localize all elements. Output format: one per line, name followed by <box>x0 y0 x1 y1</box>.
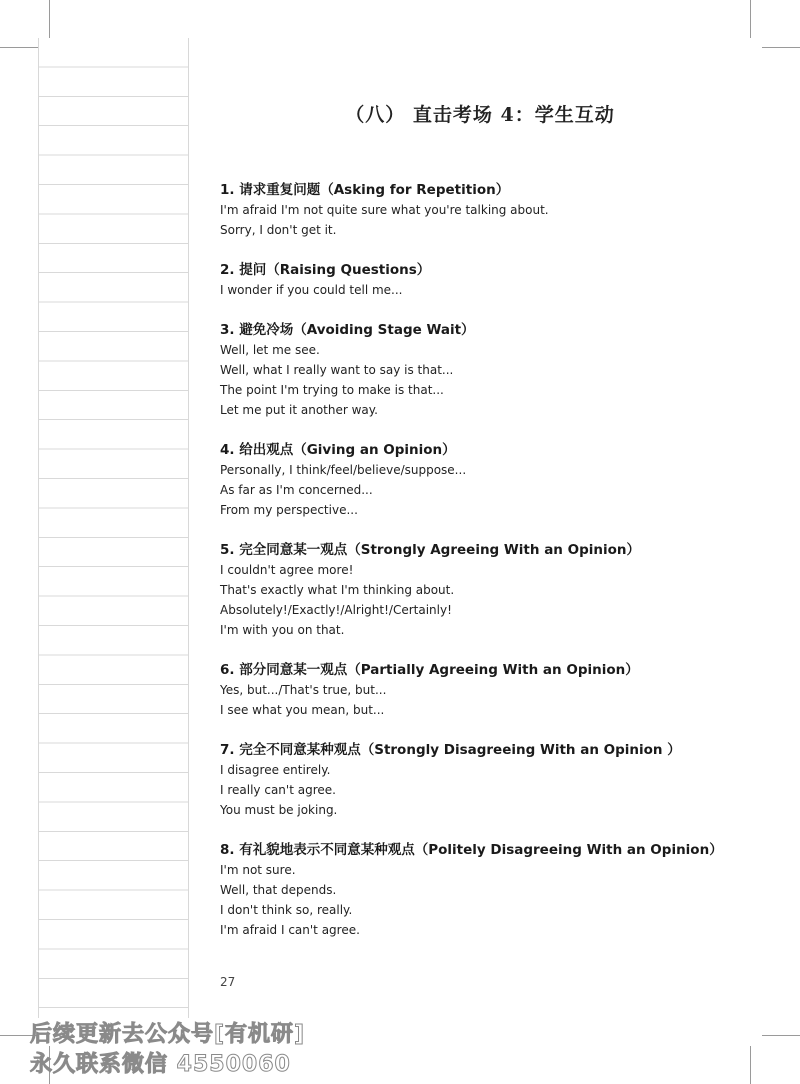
section-heading: 5. 完全同意某一观点（Strongly Agreeing With an Opinion） <box>220 542 641 558</box>
section-heading: 4. 给出观点（Giving an Opinion） <box>220 442 456 458</box>
phrase-line: I'm with you on that. <box>220 623 345 637</box>
phrase-line: From my perspective... <box>220 503 358 517</box>
crop-mark-bottom-right-horizontal <box>762 1035 800 1036</box>
phrase-line: Well, what I really want to say is that... <box>220 363 454 377</box>
phrase-line: Yes, but.../That's true, but... <box>220 683 387 697</box>
phrase-line: I really can't agree. <box>220 783 336 797</box>
phrase-line: I don't think so, really. <box>220 903 353 917</box>
phrase-section <box>220 740 780 820</box>
phrase-line: Sorry, I don't get it. <box>220 223 337 237</box>
page-number: 27 <box>220 975 236 989</box>
phrase-list <box>220 180 780 960</box>
ruled-notes-strip <box>38 38 189 1018</box>
crop-mark-top-left-vertical <box>49 0 50 38</box>
phrase-line: You must be joking. <box>220 803 338 817</box>
section-heading: 2. 提问（Raising Questions） <box>220 262 431 278</box>
watermark-line-1: 后续更新去公众号[有机研] <box>30 1022 306 1047</box>
phrase-line: Let me put it another way. <box>220 403 378 417</box>
phrase-line: I wonder if you could tell me... <box>220 283 403 297</box>
phrase-line: Well, that depends. <box>220 883 337 897</box>
section-heading: 8. 有礼貌地表示不同意某种观点（Politely Disagreeing With an Opinion） <box>220 842 723 858</box>
phrase-section <box>220 180 780 240</box>
crop-mark-bottom-right-vertical <box>750 1046 751 1084</box>
section-heading: 7. 完全不同意某种观点（Strongly Disagreeing With an Opinion ） <box>220 742 681 758</box>
phrase-section <box>220 320 780 420</box>
phrase-line: That's exactly what I'm thinking about. <box>220 583 455 597</box>
phrase-line: I'm not sure. <box>220 863 296 877</box>
phrase-section <box>220 260 780 300</box>
phrase-line: I see what you mean, but... <box>220 703 385 717</box>
phrase-section <box>220 840 780 940</box>
phrase-line: As far as I'm concerned... <box>220 483 373 497</box>
phrase-section <box>220 540 780 640</box>
page-title: （八） 直击考场 4：学生互动 <box>345 104 615 126</box>
phrase-line: I couldn't agree more! <box>220 563 354 577</box>
crop-mark-top-right-horizontal <box>762 47 800 48</box>
watermark <box>30 1020 305 1080</box>
section-heading: 3. 避免冷场（Avoiding Stage Wait） <box>220 322 475 338</box>
section-heading: 6. 部分同意某一观点（Partially Agreeing With an Opinion） <box>220 662 639 678</box>
phrase-line: The point I'm trying to make is that... <box>220 383 444 397</box>
phrase-section <box>220 660 780 720</box>
watermark-line-2: 永久联系微信 4550060 <box>30 1052 291 1077</box>
phrase-line: I disagree entirely. <box>220 763 331 777</box>
phrase-line: Personally, I think/feel/believe/suppose... <box>220 463 467 477</box>
crop-mark-top-left-horizontal <box>0 47 38 48</box>
phrase-line: Well, let me see. <box>220 343 320 357</box>
phrase-line: Absolutely!/Exactly!/Alright!/Certainly! <box>220 603 452 617</box>
phrase-line: I'm afraid I'm not quite sure what you're talking about. <box>220 203 549 217</box>
phrase-section <box>220 440 780 520</box>
section-heading: 1. 请求重复问题（Asking for Repetition） <box>220 182 510 198</box>
crop-mark-top-right-vertical <box>750 0 751 38</box>
phrase-line: I'm afraid I can't agree. <box>220 923 360 937</box>
